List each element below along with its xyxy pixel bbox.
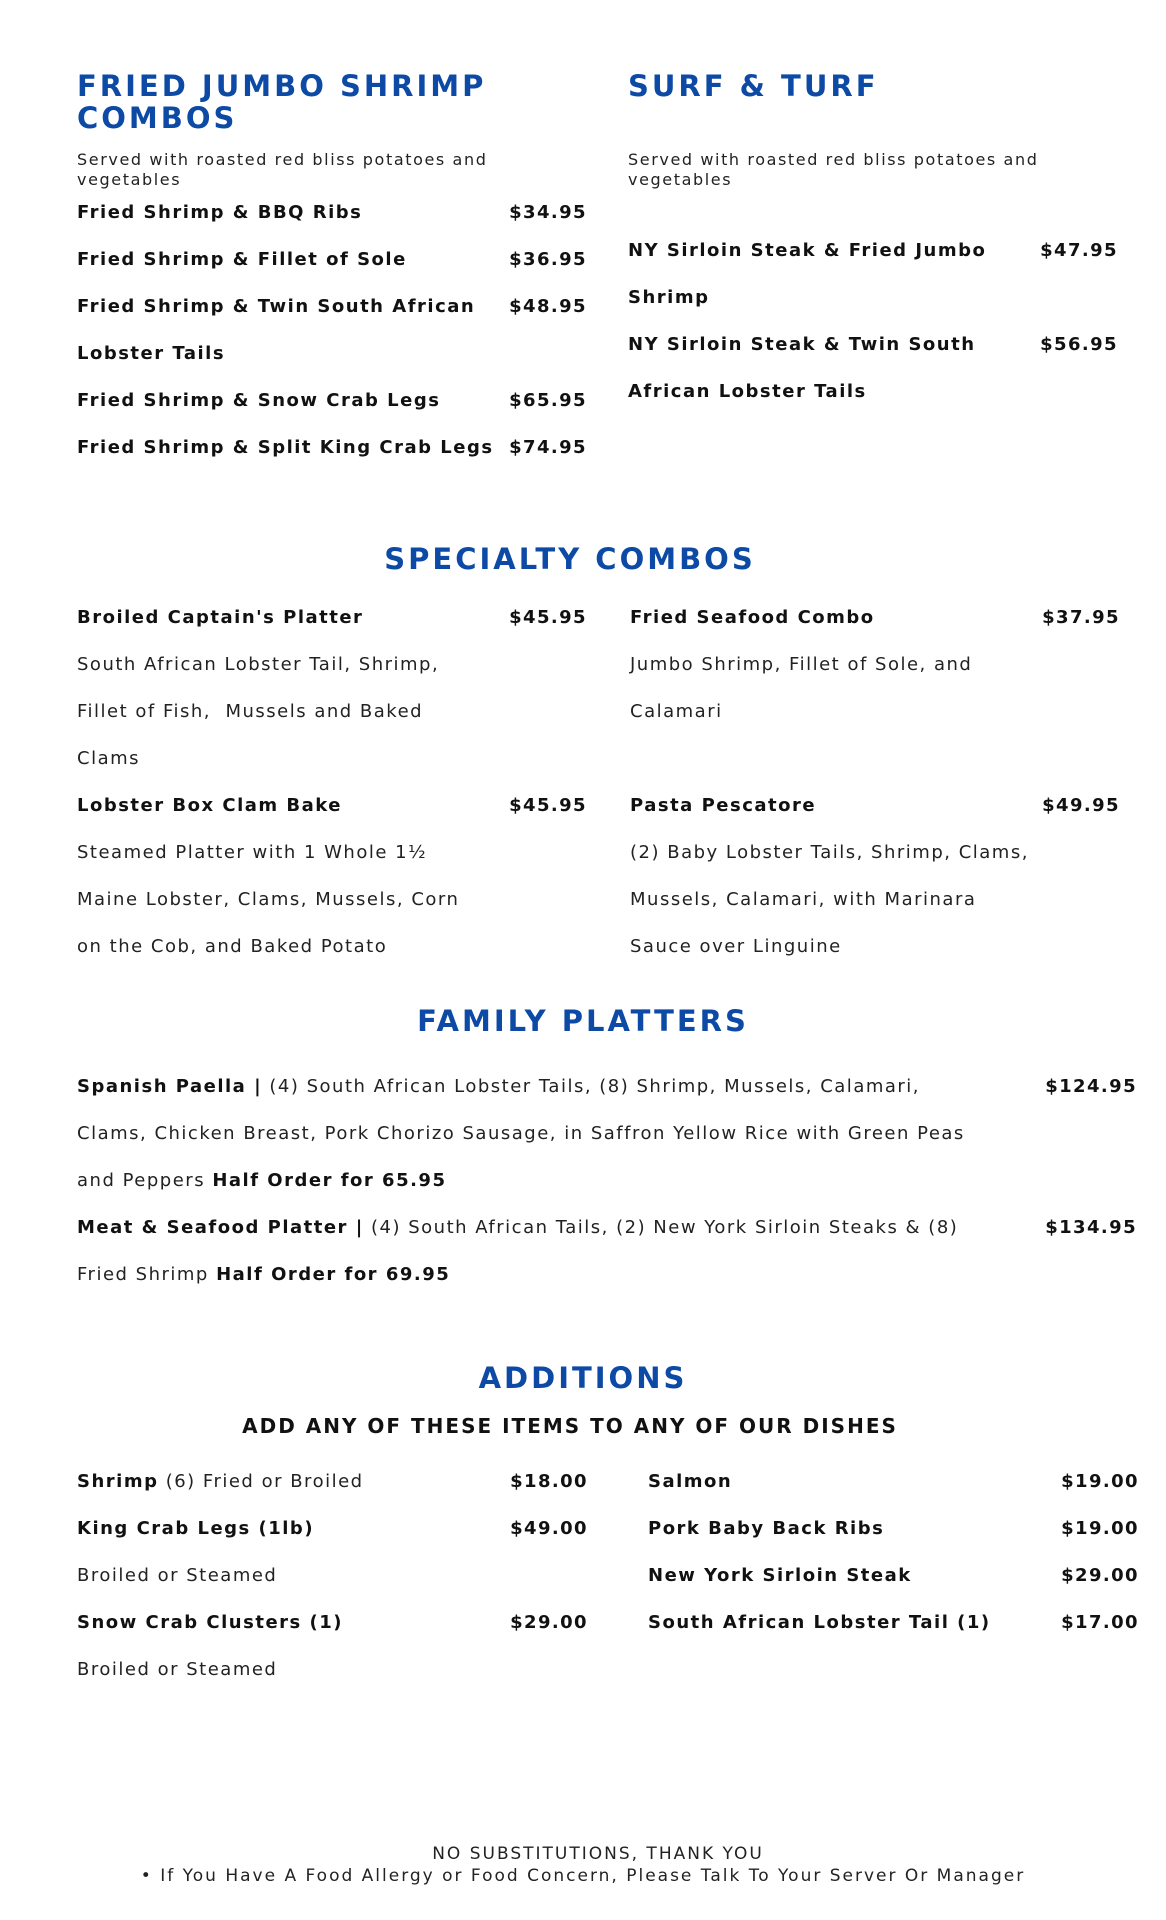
additions-title: ADDITIONS (478, 1361, 688, 1395)
additions-subtitle: ADD ANY OF THESE ITEMS TO ANY OF OUR DISHES (242, 1414, 898, 1438)
family-item-line (77, 1157, 446, 1204)
menu-item-name: Shrimp (77, 1471, 159, 1492)
menu-item-desc: South African Lobster Tail, Shrimp, (77, 654, 440, 675)
menu-item-desc: Mussels, Calamari, with Marinara (630, 889, 977, 910)
menu-item-name: NY Sirloin Steak & Twin South (628, 334, 976, 355)
menu-item-desc: Broiled or Steamed (77, 1565, 278, 1586)
menu-item-name: Fried Shrimp & BBQ Ribs (77, 202, 363, 223)
menu-item-desc: Fillet of Fish, Mussels and Baked (77, 701, 424, 722)
menu-item-desc: Clams, Chicken Breast, Pork Chorizo Sausage, in Saffron Yellow Rice with Green Peas (77, 1123, 965, 1144)
menu-item-name-cont: Shrimp (628, 287, 710, 308)
menu-item-name: Fried Shrimp & Snow Crab Legs (77, 390, 441, 411)
half-order-note: Half Order for 65.95 (212, 1170, 447, 1191)
menu-item-price: $29.00 (510, 1612, 588, 1633)
menu-item-price: $29.00 (1061, 1565, 1139, 1586)
fried-shrimp-note: Served with roasted red bliss potatoes and vegetables (77, 150, 488, 189)
menu-item-desc: Jumbo Shrimp, Fillet of Sole, and (630, 654, 973, 675)
menu-item-price: $37.95 (1042, 607, 1120, 628)
menu-item-desc: Clams (77, 748, 141, 769)
addition-line (77, 1458, 364, 1505)
menu-item-name: Salmon (648, 1471, 733, 1492)
menu-item-name: Meat & Seafood Platter | (77, 1217, 364, 1238)
menu-item-desc: (6) Fried or Broiled (158, 1471, 364, 1492)
menu-item-desc: Broiled or Steamed (77, 1659, 278, 1680)
menu-item-name: Lobster Box Clam Bake (77, 795, 342, 816)
menu-item-price: $48.95 (509, 296, 587, 317)
menu-item-price: $124.95 (1045, 1076, 1137, 1097)
menu-item-desc: (4) South African Lobster Tails, (8) Shrimp, Mussels, Calamari, (262, 1076, 921, 1097)
surf-turf-note: Served with roasted red bliss potatoes and vegetables (628, 150, 1039, 189)
menu-item-name: Pasta Pescatore (630, 795, 817, 816)
menu-item-price: $34.95 (509, 202, 587, 223)
menu-item-desc: Steamed Platter with 1 Whole 1½ (77, 842, 428, 863)
menu-item-price: $49.00 (510, 1518, 588, 1539)
menu-item-name: South African Lobster Tail (1) (648, 1612, 991, 1633)
menu-item-price: $45.95 (509, 607, 587, 628)
menu-item-desc: Calamari (630, 701, 723, 722)
menu-item-price: $36.95 (509, 249, 587, 270)
surf-turf-title: SURF & TURF (628, 69, 879, 103)
menu-item-price: $47.95 (1040, 240, 1118, 261)
family-item-line (77, 1204, 958, 1251)
menu-item-name: Fried Shrimp & Split King Crab Legs (77, 437, 494, 458)
menu-item-name: Fried Seafood Combo (630, 607, 875, 628)
menu-item-price: $18.00 (510, 1471, 588, 1492)
menu-item-desc: Maine Lobster, Clams, Mussels, Corn (77, 889, 460, 910)
menu-item-price: $45.95 (509, 795, 587, 816)
menu-item-name: Fried Shrimp & Twin South African (77, 296, 476, 317)
half-order-note: Half Order for 69.95 (216, 1264, 451, 1285)
menu-item-desc: (2) Baby Lobster Tails, Shrimp, Clams, (630, 842, 1029, 863)
fried-shrimp-section (77, 69, 587, 189)
menu-item-price: $17.00 (1061, 1612, 1139, 1633)
menu-item-price: $49.95 (1042, 795, 1120, 816)
menu-item-price: $74.95 (509, 437, 587, 458)
menu-item-name-cont: Lobster Tails (77, 343, 226, 364)
menu-item-price: $134.95 (1045, 1217, 1137, 1238)
menu-item-price: $56.95 (1040, 334, 1118, 355)
footer-allergy-note: • If You Have A Food Allergy or Food Concern, Please Talk To Your Server Or Manager (140, 1866, 1026, 1886)
menu-item-name: King Crab Legs (1lb) (77, 1518, 315, 1539)
family-item-line (77, 1063, 920, 1110)
menu-item-price: $19.00 (1061, 1518, 1139, 1539)
menu-item-name: Broiled Captain's Platter (77, 607, 364, 628)
menu-item-desc: Sauce over Linguine (630, 936, 842, 957)
menu-item-desc: and Peppers (77, 1170, 213, 1191)
menu-item-price: $19.00 (1061, 1471, 1139, 1492)
menu-item-name: New York Sirloin Steak (648, 1565, 912, 1586)
fried-shrimp-title: FRIED JUMBO SHRIMP COMBOS (77, 69, 487, 135)
specialty-title: SPECIALTY COMBOS (384, 542, 756, 576)
family-item-line (77, 1251, 450, 1298)
menu-item-name: Snow Crab Clusters (1) (77, 1612, 343, 1633)
menu-item-price: $65.95 (509, 390, 587, 411)
menu-item-desc: on the Cob, and Baked Potato (77, 936, 388, 957)
surf-turf-section (628, 69, 1118, 189)
footer-no-substitutions: NO SUBSTITUTIONS, THANK YOU (432, 1844, 764, 1864)
menu-item-name: Pork Baby Back Ribs (648, 1518, 885, 1539)
family-title: FAMILY PLATTERS (417, 1004, 749, 1038)
menu-item-desc: (4) South African Tails, (2) New York Sirloin Steaks & (8) (363, 1217, 959, 1238)
menu-item-name-cont: African Lobster Tails (628, 381, 867, 402)
menu-item-name: NY Sirloin Steak & Fried Jumbo (628, 240, 987, 261)
menu-item-name: Spanish Paella | (77, 1076, 263, 1097)
menu-item-desc: Fried Shrimp (77, 1264, 217, 1285)
menu-item-name: Fried Shrimp & Fillet of Sole (77, 249, 407, 270)
